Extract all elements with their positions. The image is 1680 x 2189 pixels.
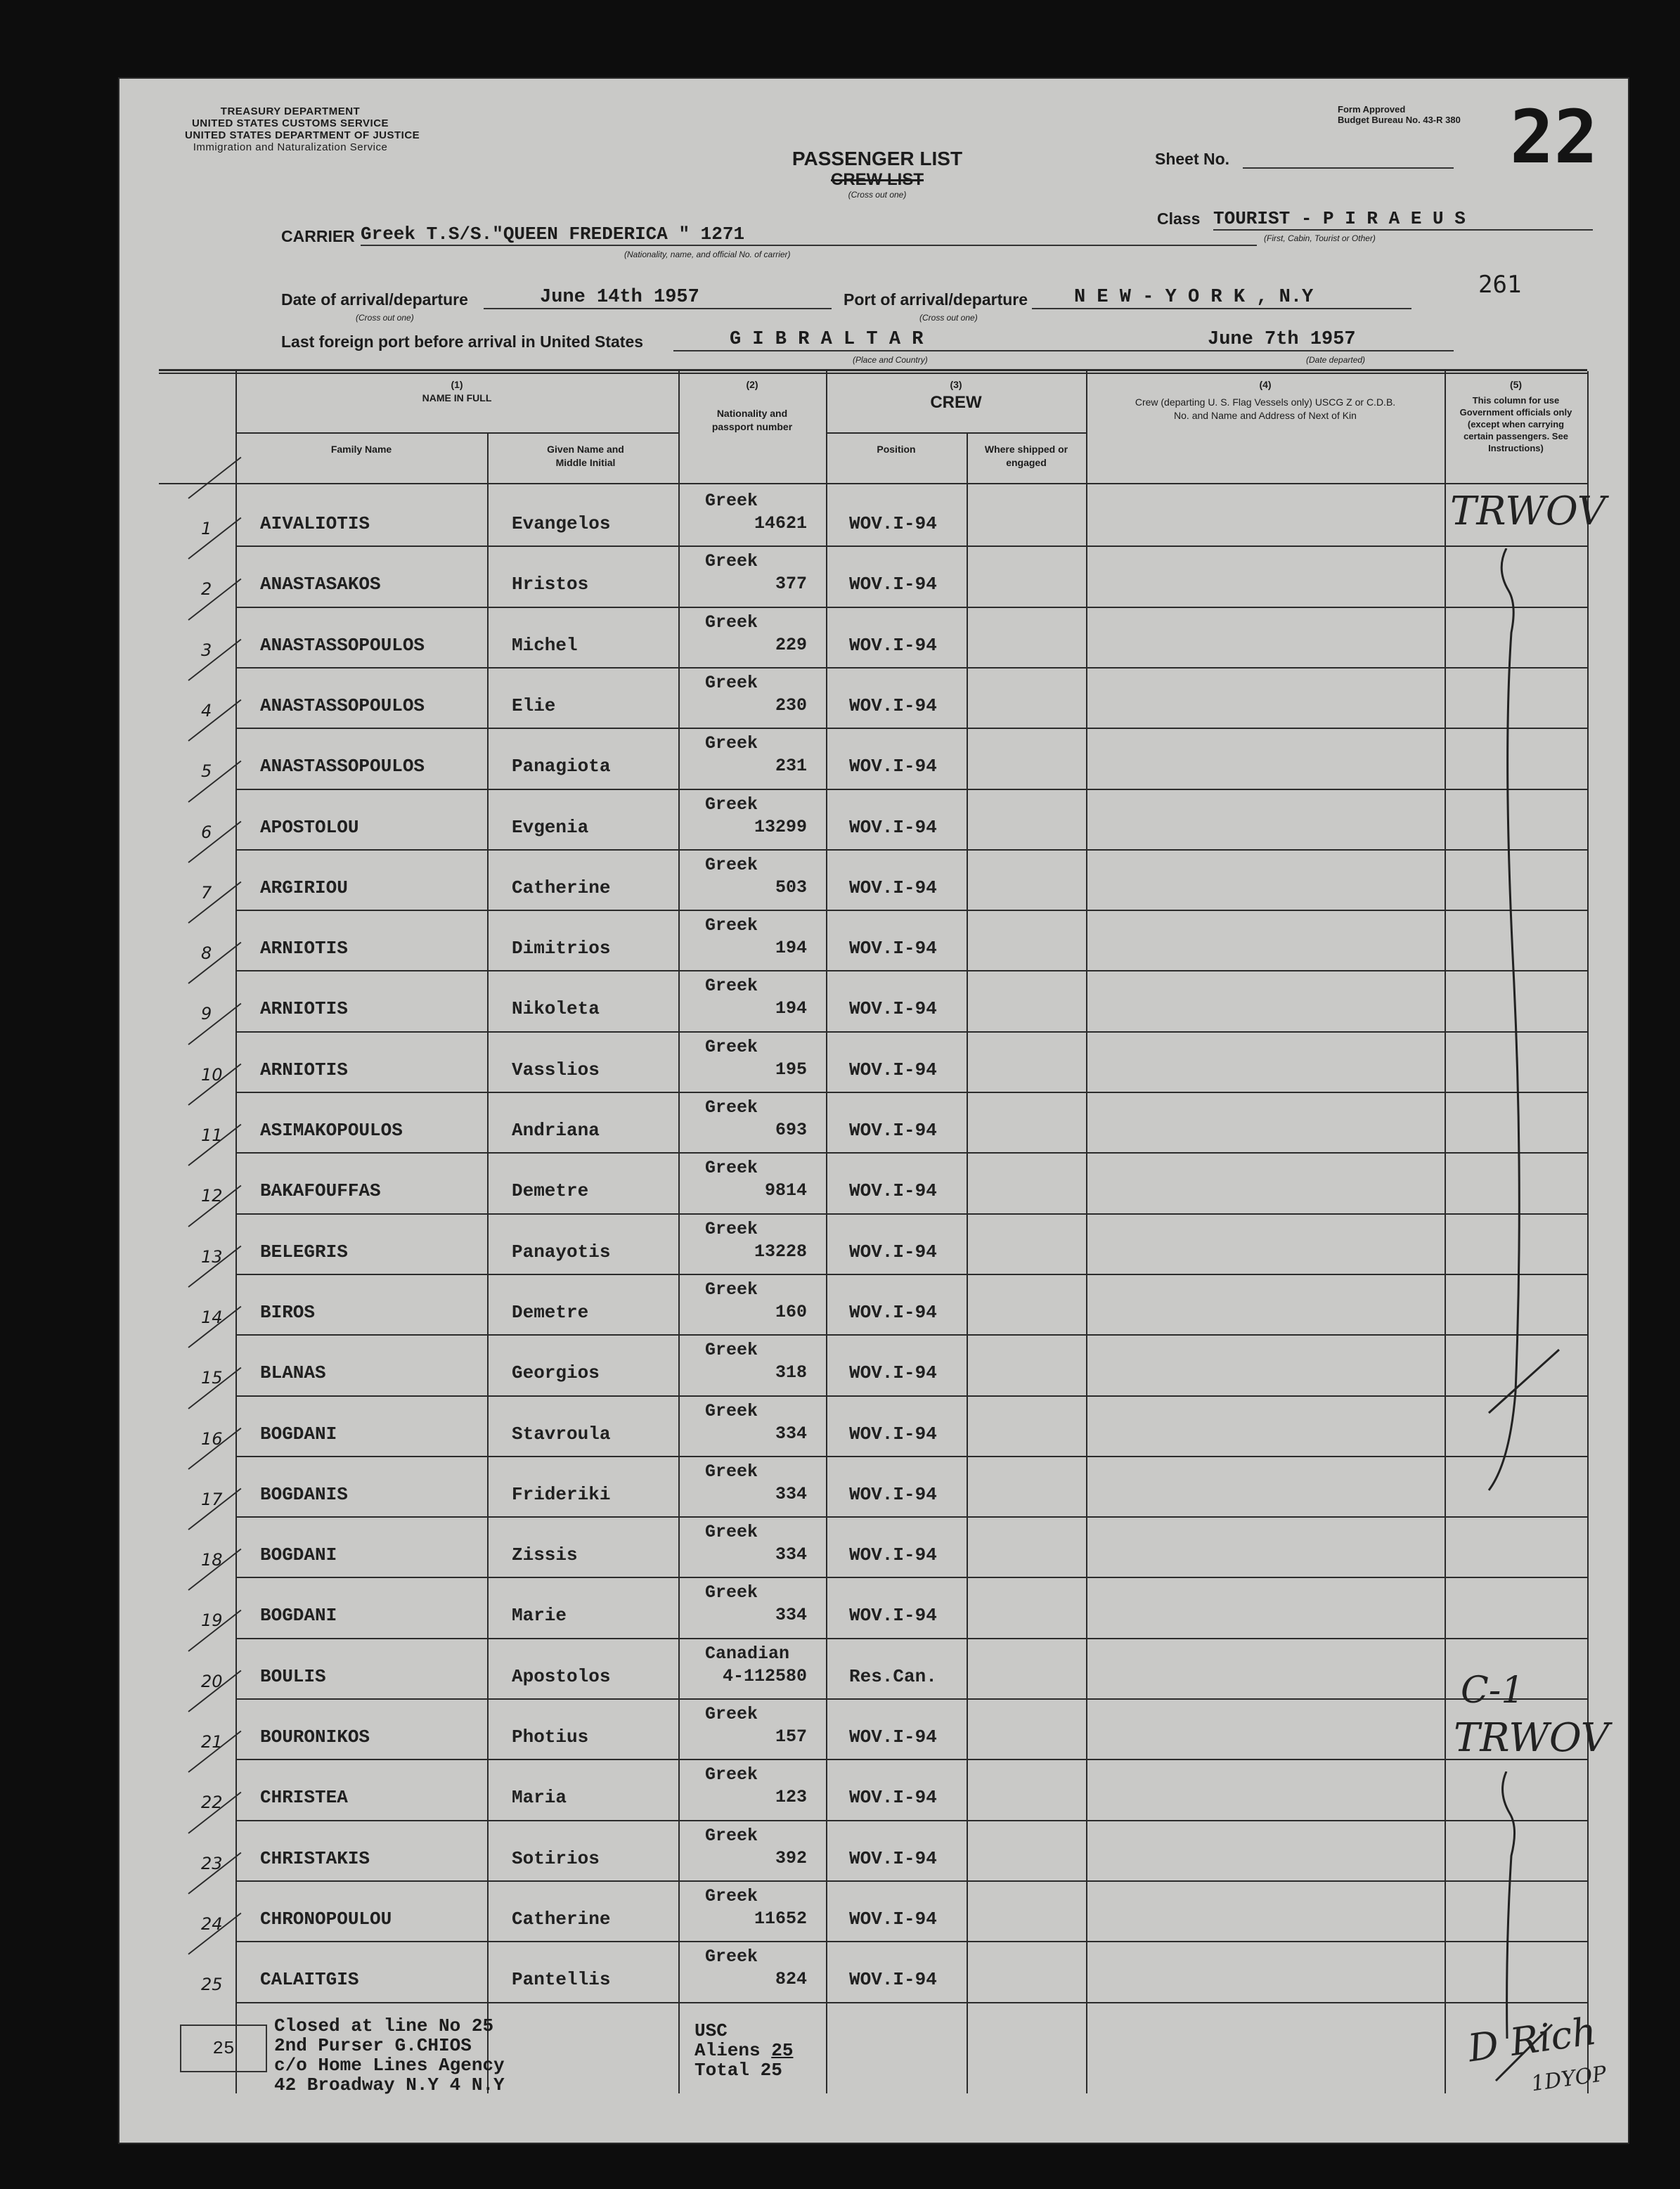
class-value: TOURIST - P I R A E U S	[1213, 208, 1593, 231]
nationality: Greek	[705, 1764, 758, 1785]
row-number: 24	[201, 1914, 223, 1934]
crew-position: WOV.I-94	[849, 695, 937, 716]
row-tick-mark	[188, 639, 241, 681]
col-line-kin	[1445, 371, 1446, 2093]
row-number: 16	[201, 1429, 223, 1449]
given-name: Catherine	[512, 1909, 611, 1930]
crew-position: WOV.I-94	[849, 1302, 937, 1323]
passport-number: 194	[775, 938, 807, 958]
row-rule	[235, 1274, 1587, 1275]
given-name: Andriana	[512, 1120, 600, 1141]
row-number: 12	[201, 1186, 223, 1206]
footer-usc: USC	[694, 2020, 728, 2041]
family-name: AIVALIOTIS	[260, 513, 370, 534]
date-label: Date of arrival/departure	[281, 290, 468, 309]
row-number: 22	[201, 1793, 223, 1812]
family-name: BOURONIKOS	[260, 1726, 370, 1748]
form-title: PASSENGER LIST	[791, 148, 963, 169]
row-number: 25	[201, 1975, 223, 1994]
col5-head	[1445, 378, 1587, 454]
col2-num: (2)	[746, 379, 758, 390]
c5-annotation-mid2: TRWOV	[1454, 1715, 1610, 1761]
date-caption: (Cross out one)	[356, 313, 414, 323]
passport-number: 334	[775, 1423, 807, 1444]
col2-head	[678, 378, 826, 434]
row-rule	[235, 1092, 1587, 1093]
nationality: Greek	[705, 1461, 758, 1482]
port-caption: (Cross out one)	[919, 313, 978, 323]
nationality: Greek	[705, 1826, 758, 1846]
passport-number: 13299	[754, 817, 807, 837]
passport-number: 334	[775, 1605, 807, 1625]
position-head: Position	[877, 444, 916, 455]
sheet-number: 22	[1510, 94, 1598, 180]
passport-number: 693	[775, 1120, 807, 1140]
passport-number: 123	[775, 1787, 807, 1807]
passenger-list-form	[118, 77, 1629, 2144]
row-number: 9	[201, 1004, 212, 1024]
crew-position: WOV.I-94	[849, 1362, 937, 1383]
form-title-struck: CREW LIST	[831, 170, 924, 189]
row-number: 13	[201, 1247, 223, 1267]
given-name: Dimitrios	[512, 938, 611, 959]
row-rule	[235, 1638, 1587, 1639]
row-rule	[235, 667, 1587, 669]
crew-position: WOV.I-94	[849, 998, 937, 1019]
row-tick-mark	[188, 517, 241, 560]
row-rule	[235, 849, 1587, 851]
col2-title: Nationality and passport number	[711, 408, 793, 432]
carrier-label: CARRIER	[281, 227, 355, 245]
family-name: BELEGRIS	[260, 1241, 348, 1263]
footer-aliens-label: Aliens	[694, 2040, 761, 2061]
col-line-crew	[1086, 371, 1087, 2093]
row-tick-mark	[188, 821, 241, 863]
crew-position: WOV.I-94	[849, 1909, 937, 1930]
nationality: Greek	[705, 794, 758, 815]
nationality: Greek	[705, 1158, 758, 1178]
passport-number: 230	[775, 695, 807, 716]
passport-number: 160	[775, 1302, 807, 1322]
agency-line-4: Immigration and Naturalization Service	[193, 141, 388, 153]
port-label: Port of arrival/departure	[844, 290, 1028, 309]
row-number: 21	[201, 1732, 223, 1752]
crew-subhead-rule	[826, 432, 1086, 434]
family-name: CHRONOPOULOU	[260, 1909, 392, 1930]
passport-number: 194	[775, 998, 807, 1019]
row-rule	[235, 545, 1587, 547]
footer-total-value: 25	[760, 2060, 782, 2081]
given-name: Catherine	[512, 877, 611, 898]
footer-aliens-value: 25	[771, 2040, 794, 2061]
footer-address-line: 42 Broadway N.Y 4 N.Y	[274, 2074, 505, 2096]
col-line-family	[487, 432, 489, 2093]
nationality: Greek	[705, 733, 758, 754]
row-number: 11	[201, 1125, 223, 1145]
given-name-head: Given Name and Middle Initial	[547, 444, 624, 468]
nationality: Greek	[705, 1037, 758, 1057]
given-name: Stavroula	[512, 1423, 611, 1445]
row-tick-mark	[188, 761, 241, 803]
crew-position: WOV.I-94	[849, 1484, 937, 1505]
family-name: BLANAS	[260, 1362, 326, 1383]
crew-position: WOV.I-94	[849, 1120, 937, 1141]
nationality: Greek	[705, 551, 758, 572]
agency-line-1: TREASURY DEPARTMENT	[220, 105, 361, 117]
family-name: BOGDANI	[260, 1605, 337, 1626]
row-number: 2	[201, 579, 212, 599]
row-tick-mark	[188, 579, 241, 621]
given-name: Evangelos	[512, 513, 611, 534]
passport-number: 318	[775, 1362, 807, 1383]
carrier-caption: (Nationality, name, and official No. of carrier)	[624, 250, 791, 259]
row-number: 6	[201, 822, 212, 842]
col1-head	[235, 378, 678, 405]
row-tick-mark	[188, 882, 241, 924]
passport-number: 195	[775, 1059, 807, 1080]
given-name: Georgios	[512, 1362, 600, 1383]
col3-head	[826, 378, 1086, 412]
nationality: Canadian	[705, 1644, 790, 1664]
footer-agent-line: 2nd Purser G.CHIOS	[274, 2035, 472, 2056]
nationality: Greek	[705, 1401, 758, 1421]
row-rule	[235, 1152, 1587, 1154]
given-name: Panagiota	[512, 756, 611, 777]
col5-title: This column for use Government officials only (except when carrying certain passengers. See Instructions)	[1459, 395, 1572, 453]
nationality: Greek	[705, 1219, 758, 1239]
row-tick-mark	[188, 942, 241, 984]
passport-number: 392	[775, 1848, 807, 1868]
date-value: June 14th 1957	[484, 287, 832, 309]
family-name: BIROS	[260, 1302, 316, 1323]
passport-number: 4-112580	[722, 1666, 807, 1686]
row-rule	[235, 1031, 1587, 1033]
given-name: Demetre	[512, 1180, 589, 1201]
passport-number: 334	[775, 1544, 807, 1565]
family-name: ARNIOTIS	[260, 998, 348, 1019]
footer-closing-block	[274, 2016, 505, 2095]
last-port-label: Last foreign port before arrival in United States	[281, 332, 644, 351]
given-name: Nikoleta	[512, 998, 600, 1019]
row-number: 19	[201, 1610, 223, 1630]
last-port-value: G I B R A L T A R	[673, 329, 1123, 351]
crew-position: WOV.I-94	[849, 1787, 937, 1808]
port-value: N E W - Y O R K , N.Y	[1032, 287, 1411, 309]
crew-position: WOV.I-94	[849, 1848, 937, 1869]
crew-position: Res.Can.	[849, 1666, 937, 1687]
crew-position: WOV.I-94	[849, 1180, 937, 1201]
signature: D Rich	[1465, 2008, 1599, 2071]
col-line-name	[678, 371, 680, 2093]
family-name: ANASTASSOPOULOS	[260, 756, 425, 777]
given-name: Hristos	[512, 574, 589, 595]
col-line-right	[1587, 371, 1589, 2093]
given-name: Michel	[512, 635, 578, 656]
row-rule	[235, 1698, 1587, 1700]
passport-number: 824	[775, 1969, 807, 1989]
sheet-underline	[1243, 167, 1454, 169]
class-caption: (First, Cabin, Tourist or Other)	[1264, 233, 1376, 243]
row-tick-mark	[188, 457, 241, 499]
form-approved-block	[1338, 104, 1461, 125]
given-name: Zissis	[512, 1544, 578, 1565]
sheet-label: Sheet No.	[1155, 150, 1230, 168]
table-top-rule-2	[159, 373, 1587, 374]
nationality: Greek	[705, 1340, 758, 1360]
passport-number: 503	[775, 877, 807, 898]
c5-annotation-mid: C-1	[1461, 1670, 1525, 1712]
nationality: Greek	[705, 1522, 758, 1542]
passport-number: 157	[775, 1726, 807, 1747]
col4-num: (4)	[1259, 379, 1272, 390]
row-rule	[235, 1880, 1587, 1882]
form-approved-text: Form Approved	[1338, 104, 1406, 115]
given-name: Apostolos	[512, 1666, 611, 1687]
form-title-block	[789, 148, 965, 200]
family-name: BOGDANIS	[260, 1484, 348, 1505]
col3-title: CREW	[930, 393, 982, 412]
passport-number: 13228	[754, 1241, 807, 1262]
crew-position: WOV.I-94	[849, 877, 937, 898]
family-name: CHRISTAKIS	[260, 1848, 370, 1869]
date-departed-value: June 7th 1957	[1088, 329, 1454, 351]
footer-total-label: Total	[694, 2060, 750, 2081]
class-label: Class	[1157, 209, 1201, 228]
given-name: Vasslios	[512, 1059, 600, 1080]
crew-position: WOV.I-94	[849, 817, 937, 838]
table-top-rule	[159, 369, 1587, 371]
crew-position: WOV.I-94	[849, 513, 937, 534]
family-name: APOSTOLOU	[260, 817, 359, 838]
row-rule	[235, 1759, 1587, 1760]
family-name: BAKAFOUFFAS	[260, 1180, 381, 1201]
nationality: Greek	[705, 612, 758, 633]
crew-position: WOV.I-94	[849, 574, 937, 595]
col-line-position	[967, 432, 968, 2093]
nationality: Greek	[705, 1946, 758, 1967]
passport-number: 377	[775, 574, 807, 594]
row-number: 8	[201, 943, 212, 963]
col3-num: (3)	[950, 379, 962, 390]
given-name: Photius	[512, 1726, 589, 1748]
row-rule	[235, 2002, 1587, 2003]
row-rule	[235, 607, 1587, 608]
row-number: 5	[201, 761, 212, 781]
crew-position: WOV.I-94	[849, 1423, 937, 1445]
row-tick-mark	[188, 1003, 241, 1045]
nationality: Greek	[705, 855, 758, 875]
family-name: ANASTASSOPOULOS	[260, 635, 425, 656]
passport-number: 14621	[754, 513, 807, 534]
row-number: 3	[201, 640, 212, 660]
given-name: Frideriki	[512, 1484, 611, 1505]
col1-num: (1)	[451, 379, 463, 390]
row-rule	[235, 970, 1587, 971]
row-rule	[235, 1334, 1587, 1336]
family-name: BOGDANI	[260, 1544, 337, 1565]
nationality: Greek	[705, 1279, 758, 1300]
family-name: CALAITGIS	[260, 1969, 359, 1990]
nationality: Greek	[705, 976, 758, 996]
row-number: 4	[201, 701, 212, 721]
cross-out-caption: (Cross out one)	[848, 190, 907, 200]
given-name: Pantellis	[512, 1969, 611, 1990]
family-name: ARGIRIOU	[260, 877, 348, 898]
row-number: 18	[201, 1550, 223, 1570]
where-shipped-head: Where shipped or engaged	[984, 444, 1068, 468]
family-name: CHRISTEA	[260, 1787, 348, 1808]
family-name: ANASTASSOPOULOS	[260, 695, 425, 716]
crew-position: WOV.I-94	[849, 635, 937, 656]
col-line-left	[235, 371, 237, 2093]
crew-position: WOV.I-94	[849, 1605, 937, 1626]
nationality: Greek	[705, 491, 758, 511]
nationality: Greek	[705, 1582, 758, 1603]
row-rule	[235, 1577, 1587, 1578]
family-name: ASIMAKOPOULOS	[260, 1120, 403, 1141]
agency-line-3: UNITED STATES DEPARTMENT OF JUSTICE	[185, 129, 420, 141]
row-rule	[235, 1820, 1587, 1821]
passport-number: 231	[775, 756, 807, 776]
given-name: Elie	[512, 695, 556, 716]
agency-line-2: UNITED STATES CUSTOMS SERVICE	[191, 117, 389, 129]
last-port-caption: (Place and Country)	[853, 355, 928, 365]
row-number: 17	[201, 1490, 223, 1509]
passport-number: 334	[775, 1484, 807, 1504]
family-name: ANASTASAKOS	[260, 574, 381, 595]
col4-head	[1086, 378, 1445, 422]
given-name: Panayotis	[512, 1241, 611, 1263]
row-rule	[235, 1213, 1587, 1215]
footer-totals-block	[694, 2021, 793, 2080]
row-rule	[235, 1395, 1587, 1397]
family-name: BOGDANI	[260, 1423, 337, 1445]
footer-box-number: 25	[180, 2025, 267, 2072]
row-rule	[235, 1941, 1587, 1942]
given-name: Maria	[512, 1787, 567, 1808]
passport-number: 11652	[754, 1909, 807, 1929]
crew-position: WOV.I-94	[849, 938, 937, 959]
given-name: Evgenia	[512, 817, 589, 838]
col1-title: NAME IN FULL	[422, 392, 492, 403]
signature-sub: 1DYOP	[1530, 2061, 1608, 2097]
row-tick-mark	[188, 699, 241, 742]
crew-position: WOV.I-94	[849, 1241, 937, 1263]
row-rule	[235, 789, 1587, 790]
row-number: 10	[201, 1065, 223, 1085]
passport-number: 229	[775, 635, 807, 655]
nationality: Greek	[705, 673, 758, 693]
date-departed-caption: (Date departed)	[1306, 355, 1366, 365]
row-rule	[235, 1516, 1587, 1518]
family-name: ARNIOTIS	[260, 938, 348, 959]
name-subhead-rule	[235, 432, 678, 434]
row-rule	[235, 1456, 1587, 1457]
footer-closed-line: Closed at line No 25	[274, 2015, 494, 2036]
crew-position: WOV.I-94	[849, 1059, 937, 1080]
nationality: Greek	[705, 1704, 758, 1724]
given-name: Demetre	[512, 1302, 589, 1323]
row-number: 1	[201, 519, 212, 538]
row-rule	[235, 728, 1587, 729]
col5-num: (5)	[1509, 379, 1523, 390]
crew-position: WOV.I-94	[849, 1544, 937, 1565]
crew-position: WOV.I-94	[849, 1969, 937, 1990]
stamp-number: 261	[1478, 271, 1522, 299]
family-name-head: Family Name	[330, 444, 392, 455]
row-rule	[235, 910, 1587, 911]
footer-agency-line: c/o Home Lines Agency	[274, 2055, 505, 2076]
row-number: 15	[201, 1368, 223, 1388]
c5-annotation-top: TRWOV	[1450, 489, 1606, 534]
crew-position: WOV.I-94	[849, 756, 937, 777]
row-number: 7	[201, 883, 212, 903]
given-name: Sotirios	[512, 1848, 600, 1869]
family-name: BOULIS	[260, 1666, 326, 1687]
row-number: 23	[201, 1854, 223, 1873]
col4-title: Crew (departing U. S. Flag Vessels only) USCG Z or C.D.B. No. and Name and Address of Next of Kin	[1135, 396, 1396, 421]
nationality: Greek	[705, 1097, 758, 1118]
nationality: Greek	[705, 1886, 758, 1906]
header-bottom-rule	[159, 483, 1587, 484]
row-number: 14	[201, 1307, 223, 1327]
budget-bureau-text: Budget Bureau No. 43-R 380	[1338, 115, 1461, 125]
col-line-nat	[826, 371, 827, 2093]
agency-header	[185, 105, 420, 153]
crew-position: WOV.I-94	[849, 1726, 937, 1748]
c5-ditto-line	[1447, 548, 1587, 1729]
passport-number: 9814	[764, 1180, 807, 1201]
family-name: ARNIOTIS	[260, 1059, 348, 1080]
row-number: 20	[201, 1672, 223, 1691]
carrier-value: Greek T.S/S."QUEEN FREDERICA " 1271	[361, 224, 1257, 246]
given-name: Marie	[512, 1605, 567, 1626]
nationality: Greek	[705, 915, 758, 936]
